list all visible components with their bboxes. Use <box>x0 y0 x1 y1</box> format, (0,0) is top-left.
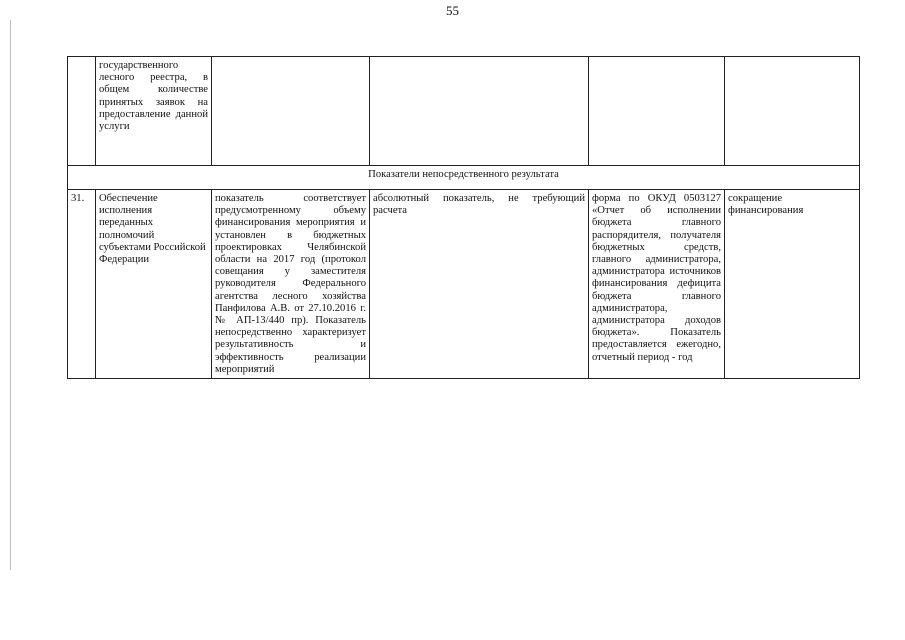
cell-continued-name: государственного лесного реестра, в общем количестве принятых заявок на предоставление данной услуги <box>96 57 212 166</box>
cell-empty <box>589 57 725 166</box>
cell-empty-number <box>68 57 96 166</box>
page-number: 55 <box>446 3 459 18</box>
section-header-row <box>68 166 860 190</box>
cell-empty <box>725 57 860 166</box>
data-source: форма по ОКУД 0503127 «Отчет об исполнении бюджета главного распорядителя, получателя бюджетных средств, главного администратора, администратора источников финансирования дефицита бюджета главного администратора, администратора доходов бюджета». Показатель предоставляется ежегодно, отчетный период - год <box>589 190 725 379</box>
cell-empty <box>370 57 589 166</box>
indicator-name: Обеспечение исполнения переданных полномочий субъектами Российской Федерации <box>96 190 212 379</box>
continuation-row <box>68 57 860 166</box>
cell-empty <box>212 57 370 166</box>
table-row <box>68 190 860 379</box>
risk-factor: сокращение финансирования <box>725 190 860 379</box>
indicator-justification: показатель соответствует предусмотренному объему финансирования мероприятия и установлен в бюджетных проектировках Челябинской области на 2017 год (протокол совещания у заместителя руководителя Федерального агентства лесного хозяйства Панфилова А.В. от 27.10.2016 г. № АП-13/440 пр). Показатель непосредственно характеризует результативность и эффективность реализации мероприятий <box>212 190 370 379</box>
page-edge-line <box>10 20 11 570</box>
indicators-table <box>67 56 860 379</box>
calculation-method: абсолютный показатель, не требующий расчета <box>370 190 589 379</box>
row-number: 31. <box>68 190 96 379</box>
section-header: Показатели непосредственного результата <box>68 166 860 190</box>
